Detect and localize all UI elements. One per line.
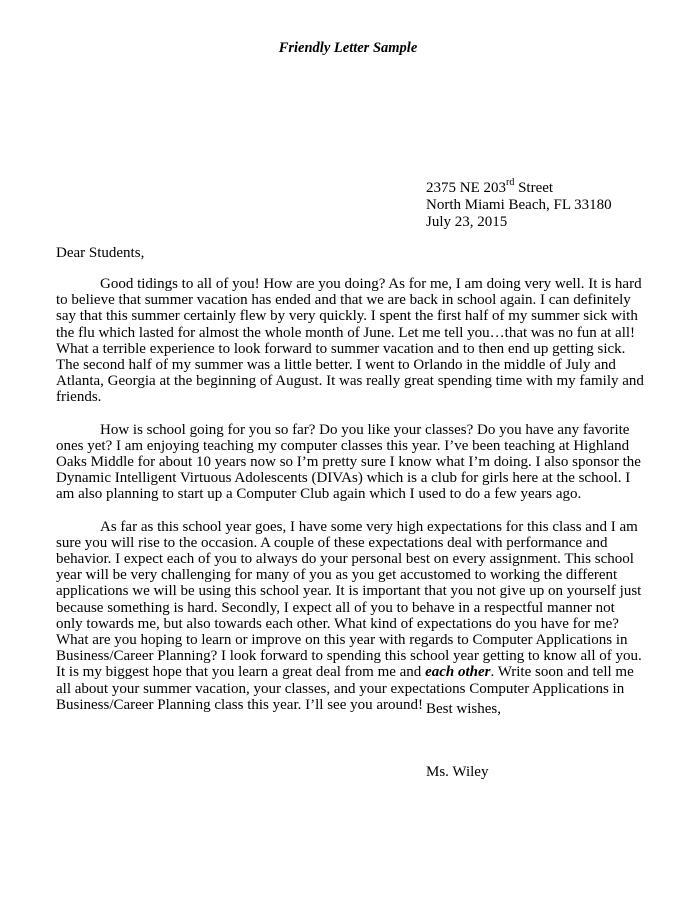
closing: Best wishes, (426, 701, 501, 717)
paragraph-1: Good tidings to all of you! How are you doing? As for me, I am doing very well. It is hard to believe that summer vacation has ended and that we are back in school again. I can definitely say that this summer certainly flew by very quickly. I spent the first half of my summer sick with the flu which lasted for almost the whole month of June. Let me tell you…that was no fun at all! What a terrible experience to look forward to summer vacation and to then end up getting sick. The second half of my summer was a little better. I went to Orlando in the middle of July and Atlanta, Georgia at the beginning of August. It was really great spending time with my family and friends. (56, 276, 644, 406)
paragraph-2: How is school going for you so far? Do you like your classes? Do you have any favorite ones yet? I am enjoying teaching my computer classes this year. I’ve been teaching at Highland Oaks Middle for about 10 years now so I’m pretty sure I know what I’m doing. I also sponsor the Dynamic Intelligent Virtuous Adolescents (DIVAs) which is a club for girls here at the school. I am also planning to start up a Computer Club again which I used to do a few years ago. (56, 421, 641, 503)
signature: Ms. Wiley (426, 764, 489, 780)
sender-address (426, 177, 612, 231)
letter-date: July 23, 2015 (426, 214, 508, 230)
address-city: North Miami Beach, FL 33180 (426, 197, 612, 213)
salutation: Dear Students, (56, 245, 145, 261)
paragraph-3-emphasis: each other (425, 664, 491, 681)
paragraph-3 (56, 519, 644, 713)
paragraph-3-text-end: . Write soon and tell me all about your summer vacation, your classes, and your expectations Computer Applications in Business/Career Planning class this year. I’ll see you around! (56, 664, 634, 713)
street-suffix: Street (514, 180, 554, 196)
address-street (426, 177, 612, 197)
paragraph-3-text-start: As far as this school year goes, I have some very high expectations for this class and I am sure you will rise to the occasion. A couple of these expectations deal with performance and behavior. I expect each of you to always do your personal best on every assignment. This school year will be very challenging for many of you as you get accustomed to working the different applications we will be using this school year. It is important that you not give up on yourself just because something is hard. Secondly, I expect all of you to behave in a respectful manner not only towards me, but also towards each other. What kind of expectations do you have for me? What are you hoping to learn or improve on this year with regards to Computer Applications in Business/Career Planning? I look forward to spending this school year getting to know all of you. It is my biggest hope that you learn a great deal from me and (56, 518, 642, 681)
letter-body (56, 276, 644, 729)
street-ordinal-suffix: rd (506, 177, 515, 188)
street-number: 2375 NE 203 (426, 180, 506, 196)
page-title: Friendly Letter Sample (278, 40, 418, 56)
